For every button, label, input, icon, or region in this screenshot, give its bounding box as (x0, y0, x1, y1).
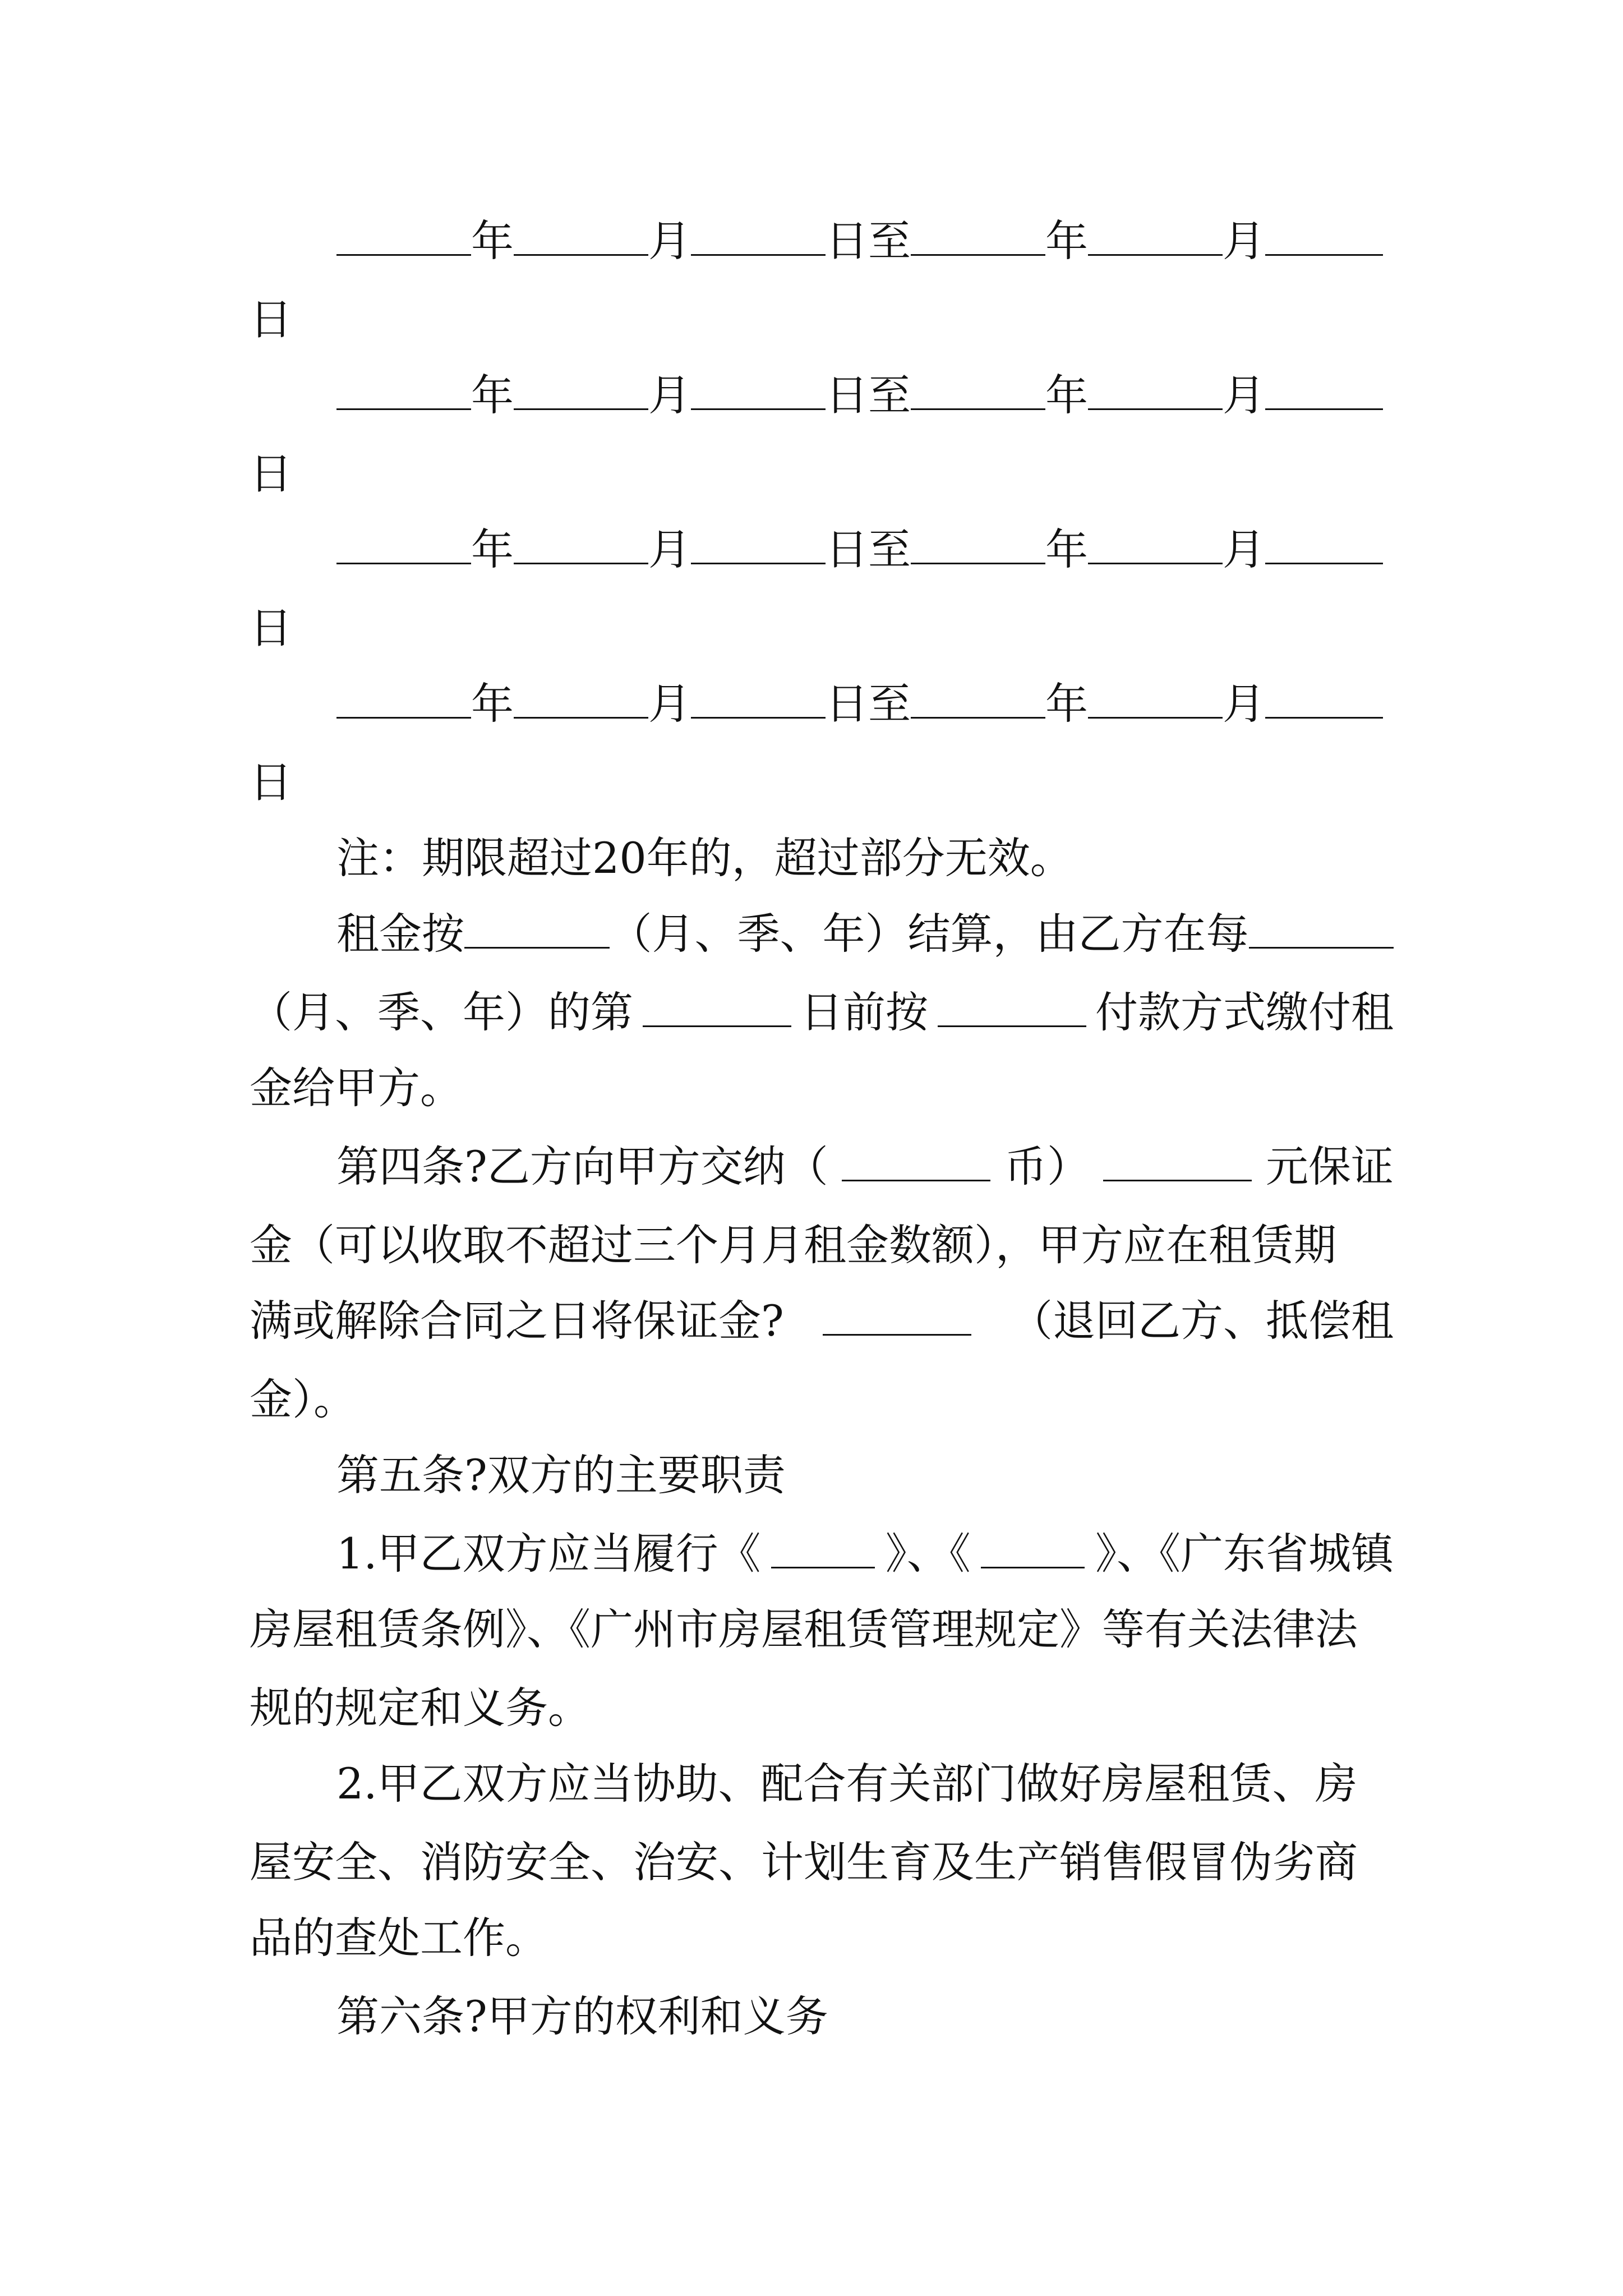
article4-text: 元保证 (1266, 1142, 1394, 1191)
blank-field[interactable] (911, 365, 1045, 410)
blank-field[interactable] (911, 210, 1045, 256)
article4-text: 币） (1004, 1142, 1090, 1191)
blank-field[interactable] (823, 1290, 971, 1336)
article4-line-2 (250, 1212, 1394, 1279)
rent-line-1 (250, 900, 1394, 968)
article5-p1-line-3 (250, 1674, 1394, 1742)
article4-text: 第四条?乙方向甲方交纳（ (336, 1142, 828, 1191)
article5-text: 屋安全、消防安全、治安、计划生育及生产销售假冒伪劣商 (250, 1837, 1358, 1887)
article5-p2-line-2 (250, 1829, 1394, 1896)
blank-field[interactable] (336, 210, 471, 256)
rent-text: （月、季、年）的第 (250, 987, 633, 1037)
month-label: 月 (648, 370, 691, 420)
blank-field[interactable] (691, 365, 826, 410)
blank-field[interactable] (514, 365, 648, 410)
blank-field[interactable] (911, 519, 1045, 564)
blank-field[interactable] (643, 982, 791, 1027)
month-label: 月 (648, 679, 691, 729)
article4-text: 金）。 (250, 1374, 356, 1424)
article4-line-3 (250, 1287, 1394, 1355)
year-label: 年 (471, 370, 514, 420)
article5-p1-line-1 (250, 1520, 1394, 1588)
blank-field[interactable] (1088, 365, 1223, 410)
day-to-label: 日至 (826, 216, 911, 266)
blank-field[interactable] (691, 210, 826, 256)
article5-text: 品的查处工作。 (250, 1913, 548, 1963)
month-label: 月 (1223, 524, 1265, 574)
article5-text: 》、《广东省城镇 (1095, 1529, 1394, 1579)
year-label: 年 (1045, 679, 1088, 729)
year-label: 年 (1045, 524, 1088, 574)
article5-p2-line-3 (250, 1904, 1394, 1972)
rent-text: 付款方式缴付租 (1095, 987, 1394, 1037)
blank-field[interactable] (1265, 365, 1383, 410)
period-row-4 (250, 670, 1394, 738)
blank-field[interactable] (691, 673, 826, 719)
month-label: 月 (648, 524, 691, 574)
blank-field[interactable] (938, 982, 1086, 1027)
blank-field[interactable] (514, 210, 648, 256)
month-label: 月 (1223, 216, 1265, 266)
year-label: 年 (471, 524, 514, 574)
blank-field[interactable] (1249, 903, 1394, 949)
article6-title (250, 1983, 1394, 2050)
article4-text: 金（可以收取不超过三个月月租金数额），甲方应在租赁期 (250, 1220, 1336, 1270)
month-label: 月 (648, 216, 691, 266)
year-label: 年 (471, 216, 514, 266)
article4-text: （退回乙方、抵偿租 (1010, 1296, 1394, 1346)
blank-field[interactable] (842, 1136, 990, 1181)
blank-field[interactable] (1265, 210, 1383, 256)
period-row-2 (250, 362, 1394, 429)
blank-field[interactable] (1088, 210, 1223, 256)
day-to-label: 日至 (826, 524, 911, 574)
year-label: 年 (471, 679, 514, 729)
blank-field[interactable] (1265, 519, 1383, 564)
day-to-label: 日至 (826, 370, 911, 420)
day-to-label: 日至 (826, 679, 911, 729)
blank-field[interactable] (691, 519, 826, 564)
blank-field[interactable] (911, 673, 1045, 719)
blank-field[interactable] (1103, 1136, 1252, 1181)
period-row-3 (250, 516, 1394, 583)
article4-line-1 (250, 1133, 1394, 1200)
blank-field[interactable] (771, 1523, 875, 1568)
article4-text: 满或解除合同之日将保证金? (250, 1296, 784, 1346)
article4-line-4 (250, 1366, 1394, 1433)
rent-text: 金给甲方。 (250, 1063, 463, 1113)
day-label: 日 (250, 603, 292, 653)
month-label: 月 (1223, 370, 1265, 420)
article5-p1-line-2 (250, 1596, 1394, 1663)
blank-field[interactable] (981, 1523, 1085, 1568)
period-row-2-end (250, 440, 1394, 508)
blank-field[interactable] (514, 519, 648, 564)
year-label: 年 (1045, 216, 1088, 266)
blank-field[interactable] (1088, 673, 1223, 719)
period-row-1 (250, 208, 1394, 275)
rent-text: 租金按 (336, 909, 464, 959)
rent-text: 日前按 (800, 987, 928, 1037)
blank-field[interactable] (336, 365, 471, 410)
article5-text: 》、《 (885, 1529, 971, 1579)
rent-text: （月、季、年）结算，由乙方在每 (609, 909, 1249, 959)
month-label: 月 (1223, 679, 1265, 729)
blank-field[interactable] (336, 519, 471, 564)
blank-field[interactable] (514, 673, 648, 719)
blank-field[interactable] (1265, 673, 1383, 719)
period-row-4-end (250, 749, 1394, 816)
article5-p2-line-1 (250, 1750, 1394, 1818)
rent-line-2 (250, 979, 1394, 1046)
blank-field[interactable] (464, 903, 610, 949)
article5-text: 2.甲乙双方应当协助、配合有关部门做好房屋租赁、房 (336, 1759, 1358, 1809)
section-heading: 第五条?双方的主要职责 (336, 1450, 786, 1500)
article5-text: 规的规定和义务。 (250, 1683, 591, 1733)
day-label: 日 (250, 295, 292, 344)
rent-line-3 (250, 1055, 1394, 1122)
section-heading: 第六条?甲方的权利和义务 (336, 1991, 828, 2041)
note-text: 注：期限超过20年的，超过部分无效。 (336, 833, 1073, 883)
article5-title (250, 1442, 1394, 1509)
period-row-1-end (250, 286, 1394, 353)
article5-text: 房屋租赁条例》、《广州市房屋租赁管理规定》等有关法律法 (250, 1604, 1358, 1654)
term-note (250, 825, 1394, 892)
day-label: 日 (250, 449, 292, 499)
period-row-3-end (250, 595, 1394, 662)
blank-field[interactable] (1088, 519, 1223, 564)
day-label: 日 (250, 757, 292, 807)
year-label: 年 (1045, 370, 1088, 420)
article5-text: 1.甲乙双方应当履行《 (336, 1529, 761, 1579)
blank-field[interactable] (336, 673, 471, 719)
